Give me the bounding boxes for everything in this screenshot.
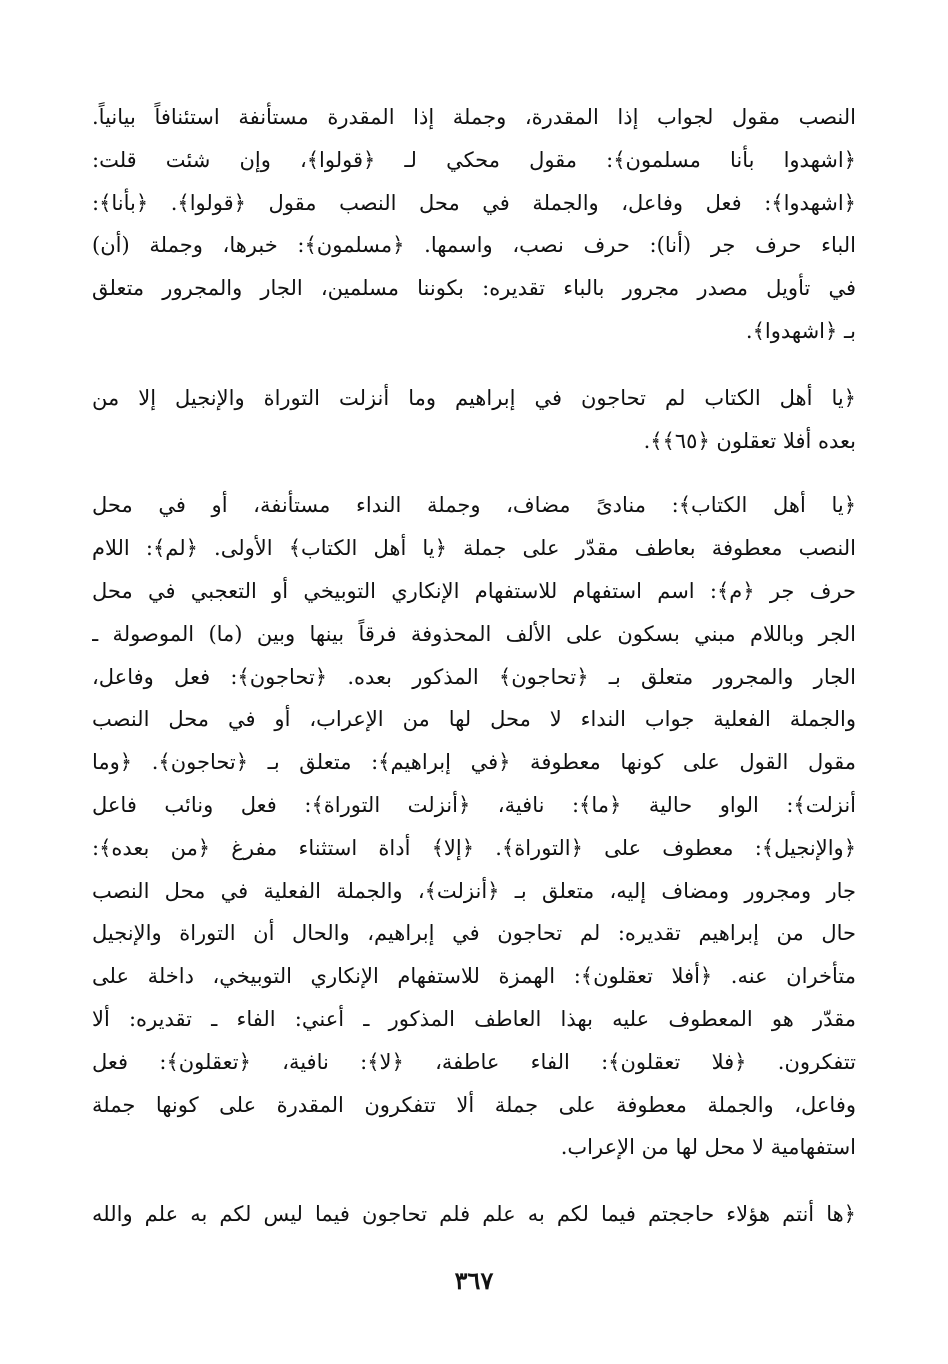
- text-line: أنزلت﴾: الواو حالية ﴿ما﴾: نافية، ﴿أنزلت التوراة﴾: فعل ونائب فاعل: [92, 792, 856, 817]
- verse-line: بعده أفلا تعقلون ﴿٦٥﴾﴾.: [643, 428, 856, 453]
- paragraph-1: [92, 96, 856, 353]
- verse-line: ﴿يا أهل الكتاب لم تحاجون في إبراهيم وما أنزلت التوراة والإنجيل إلا من: [92, 385, 856, 410]
- page-body: [92, 96, 856, 1258]
- text-line: الجر وباللام مبني بسكون على الألف المحذوفة فرقاً بينها وبين (ما) الموصولة ـ: [92, 621, 856, 646]
- text-line: والجملة الفعلية جواب النداء لا محل لها من الإعراب، أو في محل النصب: [92, 707, 856, 732]
- page-number: ٣٦٧: [454, 1266, 494, 1295]
- paragraph-2: [92, 484, 856, 1169]
- text-line: مقول القول على كونها معطوفة ﴿في إبراهيم﴾: متعلق بـ ﴿تحاجون﴾. ﴿وما: [92, 750, 856, 775]
- text-line: مقدّر هو المعطوف عليه بهذا العاطف المذكور ـ أعني: الفاء ـ تقديره: ألا: [92, 1006, 856, 1031]
- text-line: ﴿اشهدوا﴾: فعل وفاعل، والجملة في محل النصب مقول ﴿قولوا﴾. ﴿بأنا﴾:: [92, 190, 856, 215]
- text-line: حال من إبراهيم تقديره: لم تحاجون في إبراهيم، والحال أن التوراة والإنجيل: [92, 921, 856, 946]
- quran-verse-1: [92, 377, 856, 463]
- text-line: النصب مقول لجواب إذا المقدرة، وجملة إذا المقدرة مستأنفة استئنافاً بيانياً.: [92, 105, 856, 129]
- text-line: الجار والمجرور متعلق بـ ﴿تحاجون﴾ المذكور بعده. ﴿تحاجون﴾: فعل وفاعل،: [92, 664, 856, 689]
- text-line: متأخران عنه. ﴿أفلا تعقلون﴾: الهمزة للاستفهام الإنكاري التوبيخي، داخلة على: [92, 964, 856, 989]
- text-line: في تأويل مصدر مجرور بالباء تقديره: بكوننا مسلمين، الجار والمجرور متعلق: [92, 276, 856, 301]
- verse-line: ﴿ها أنتم هؤلاء حاججتم فيما لكم به علم فلم تحاجون فيما ليس لكم به علم والله: [92, 1202, 856, 1227]
- text-line: استفهامية لا محل لها من الإعراب.: [560, 1135, 856, 1160]
- text-line: ﴿يا أهل الكتاب﴾: منادىً مضاف، وجملة النداء مستأنفة، أو في محل: [92, 493, 856, 518]
- text-line: بـ ﴿اشهدوا﴾.: [745, 318, 856, 343]
- text-line: حرف جر ﴿م﴾: اسم استفهام للاستفهام الإنكاري التوبيخي أو التعجبي في محل: [92, 578, 856, 603]
- text-line: النصب معطوفة بعاطف مقدّر على جملة ﴿يا أهل الكتاب﴾ الأولى. ﴿لم﴾: اللام: [92, 536, 856, 561]
- text-line: وفاعل، والجملة معطوفة على جملة ألا تتفكرون المقدرة على كونها جملة: [92, 1092, 856, 1117]
- text-line: ﴿اشهدوا بأنا مسلمون﴾: مقول محكي لـ ﴿قولوا﴾، وإن شئت قلت:: [92, 147, 856, 172]
- text-line: تتفكرون. ﴿فلا تعقلون﴾: الفاء عاطفة، ﴿لا﴾: نافية، ﴿تعقلون﴾: فعل: [92, 1049, 856, 1074]
- quran-verse-2: [92, 1193, 856, 1236]
- text-line: الباء حرف جر (أنا): حرف نصب، واسمها. ﴿مسلمون﴾: خبرها، وجملة (أن): [92, 233, 856, 258]
- text-line: جار ومجرور ومضاف إليه، متعلق بـ ﴿أنزلت﴾، والجملة الفعلية في محل النصب: [92, 878, 856, 903]
- text-line: ﴿والإنجيل﴾: معطوف على ﴿التوراة﴾. ﴿إلا﴾ أداة استثناء مفرغ ﴿من بعده﴾:: [92, 835, 856, 860]
